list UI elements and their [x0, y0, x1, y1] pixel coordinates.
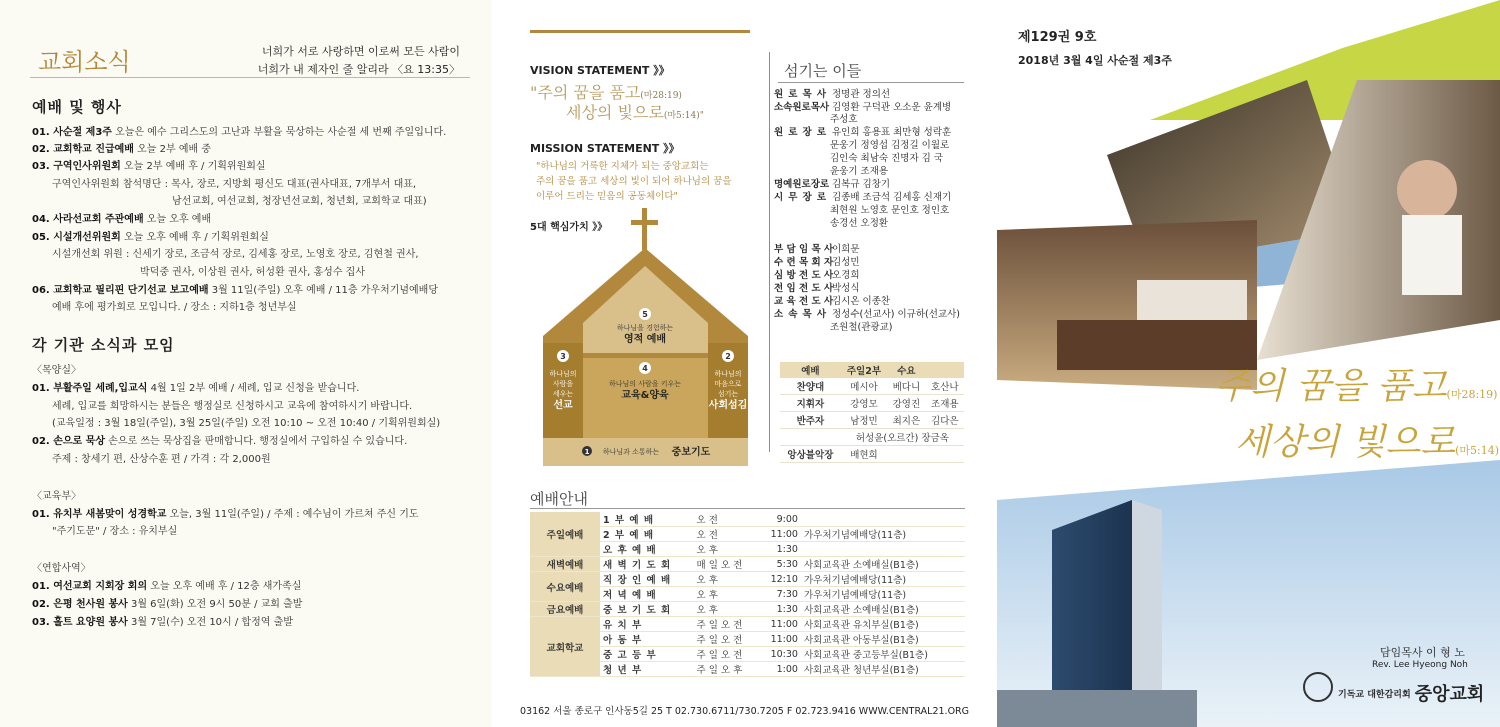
- servant-row: [774, 189, 951, 203]
- news-item-text: 오늘 오후 예배 후 / 12층 새가족실: [147, 581, 302, 592]
- news-item-text: 3월 7일(수) 오전 10시 / 합정역 출발: [127, 617, 293, 628]
- table-header: 주일2부: [841, 362, 887, 378]
- core-value-caption: 세우는: [552, 390, 574, 398]
- worship-duty-table: [780, 362, 964, 463]
- mission-line: "하나님의 거룩한 지체가 되는 중앙교회는: [536, 161, 709, 172]
- table-cell: 사회교육관 아동부실(B1층): [801, 632, 965, 647]
- news-item-text: 3월 6일(화) 오전 9시 50분 / 교회 출발: [127, 599, 303, 610]
- table-cell: [887, 446, 925, 463]
- group-heading: 〈교육부〉: [32, 491, 81, 502]
- news-item-title: 06. 교회학교 필리핀 단기선교 보고예배: [32, 285, 209, 296]
- church-news-title: 교회소식: [38, 48, 131, 76]
- table-cell: 오 전: [694, 512, 759, 527]
- servants-title: 섬기는 이들: [784, 62, 862, 80]
- table-cell: 12:10: [759, 572, 801, 587]
- senior-pastor-name-en: Rev. Lee Hyeong Noh: [1372, 660, 1468, 670]
- core-value-name: 사회섬김: [708, 400, 748, 411]
- news-item-title: 01. 부활주일 세례,입교식: [32, 383, 148, 394]
- table-cell: 2 부 예 배: [600, 527, 694, 542]
- table-cell: 지휘자: [780, 395, 841, 412]
- table-cell: 아 동 부: [600, 632, 694, 647]
- cover-theme-line1: [1215, 358, 1497, 409]
- news-item: [32, 613, 293, 628]
- table-cell: 청 년 부: [600, 662, 694, 677]
- news-item-text: 오늘 오후 예배: [143, 214, 212, 225]
- table-cell: 1:30: [759, 542, 801, 557]
- table-cell: [926, 446, 964, 463]
- servant-names: 김종배 조금석 김세홍 신재기: [832, 192, 952, 203]
- core-value-caption: 섬기는: [717, 390, 739, 398]
- table-cell: 직 장 인 예 배: [600, 572, 694, 587]
- table-cell: 11:00: [759, 527, 801, 542]
- senior-pastor-name: 담임목사 이 형 노: [1380, 646, 1465, 659]
- news-item: [32, 140, 211, 155]
- servant-names: 김시온 이종찬: [832, 296, 891, 307]
- table-cell: 오 후: [694, 572, 759, 587]
- news-item-text: 3월 11일(주일) 오후 예배 / 11층 가우처기념예배당: [208, 285, 439, 296]
- mission-line: 이루어 드리는 믿음의 공동체이다": [536, 191, 678, 202]
- table-cell: 사회교육관 소예배실(B1층): [801, 602, 965, 617]
- servant-role: 원 로 장 로: [774, 127, 826, 138]
- news-item: [32, 379, 359, 394]
- servant-row: [774, 99, 951, 113]
- table-cell: 10:30: [759, 647, 801, 662]
- news-item-detail: 남선교회, 여선교회, 청장년선교회, 청년회, 교회학교 대표): [172, 196, 427, 207]
- table-cell: 7:30: [759, 587, 801, 602]
- table-cell: 1:30: [759, 602, 801, 617]
- news-item: [32, 432, 407, 447]
- table-cell: 교회학교: [530, 617, 600, 677]
- core-values-label: 5대 핵심가치 》》: [530, 222, 608, 233]
- table-row: [530, 572, 965, 587]
- servant-role: 소 속 목 사: [774, 309, 826, 320]
- table-cell: 조재용: [926, 395, 964, 412]
- servant-role: 심 방 전 도 사: [774, 270, 834, 281]
- news-item-text: 오늘 오후 예배 후 / 기획위원회실: [120, 232, 269, 243]
- servants-divider: [778, 82, 964, 83]
- table-cell: 반주자: [780, 412, 841, 429]
- column-divider: [769, 52, 770, 452]
- table-cell: 1:00: [759, 662, 801, 677]
- servant-names: 정명관 정의선: [832, 89, 891, 100]
- mission-label: MISSION STATEMENT 》》: [530, 142, 680, 155]
- core-value-caption: 하나님의 사람을 키우는: [608, 380, 682, 388]
- table-row: [530, 512, 965, 527]
- servant-role: 교 육 전 도 사: [774, 296, 834, 307]
- servant-row: [774, 176, 890, 190]
- servant-names: 최현원 노영호 문인호 정인호: [830, 205, 950, 216]
- table-cell: [780, 429, 841, 446]
- table-row: [780, 429, 964, 446]
- news-item-title: 01. 유치부 새봄맞이 성경학교: [32, 509, 167, 520]
- table-cell: 9:00: [759, 512, 801, 527]
- core-value-number: 2: [725, 352, 731, 361]
- gold-divider: [530, 30, 750, 33]
- servant-row: [774, 254, 860, 268]
- servant-names: 조원철(관광교): [830, 322, 893, 333]
- cover-theme-line2: [1235, 414, 1499, 465]
- core-value-name: 중보기도: [671, 447, 711, 458]
- table-cell: 1 부 예 배: [600, 512, 694, 527]
- vision-label: VISION STATEMENT 》》: [530, 64, 670, 77]
- news-item-title: 03. 홀트 요양원 봉사: [32, 617, 128, 628]
- servant-role: 명예원로장로: [774, 179, 830, 190]
- table-cell: 사회교육관 중고등부실(B1층): [801, 647, 965, 662]
- table-cell: 저 녁 예 배: [600, 587, 694, 602]
- servant-names: 김인숙 최남숙 진명자 김 국: [830, 153, 944, 164]
- table-row: [530, 557, 965, 572]
- news-item-detail: 세례, 입교를 희망하시는 분들은 행정실로 신청하시고 교육에 참여하시기 바랍니다.: [52, 401, 413, 412]
- news-item: [32, 228, 269, 243]
- table-cell: 메시아: [841, 378, 887, 395]
- section-worship-events: 예배 및 행사: [32, 98, 122, 116]
- core-value-number: 3: [560, 352, 566, 361]
- table-cell: 사회교육관 소예배실(B1층): [801, 557, 965, 572]
- news-item-title: 02. 은평 천사원 봉사: [32, 599, 128, 610]
- core-value-caption: 하나님의: [714, 370, 742, 378]
- footer-contact: 03162 서울 종로구 인사동5길 25 T 02.730.6711/730.7205 F 02.723.9416 WWW.CENTRAL21.ORG: [520, 706, 970, 717]
- section-organization-news: 각 기관 소식과 모임: [32, 336, 175, 354]
- table-cell: 강영진: [887, 395, 925, 412]
- servant-names: 유인희 홍용표 최만형 성락훈: [832, 127, 952, 138]
- issue-date: 2018년 3월 4일 사순절 제3주: [1018, 54, 1172, 67]
- core-values-church-diagram: [543, 208, 748, 468]
- news-item-text: 4월 1일 2부 예배 / 세례, 입교 신청을 받습니다.: [147, 383, 360, 394]
- servant-names: 주성호: [830, 114, 858, 125]
- table-cell: 남정민: [841, 412, 887, 429]
- table-cell: 주 일 오 전: [694, 647, 759, 662]
- table-cell: 강영모: [841, 395, 887, 412]
- core-value-caption: 마음으로: [714, 380, 742, 388]
- servant-role: 부 담 임 목 사: [774, 244, 834, 255]
- table-cell: 유 치 부: [600, 617, 694, 632]
- news-item: [32, 505, 419, 520]
- church-name-text: 중앙교회: [1414, 684, 1485, 705]
- news-item-title: 02. 교회학교 진급예배: [32, 144, 134, 155]
- news-item-title: 01. 사순절 제3주: [32, 127, 112, 138]
- table-cell: 주 일 오 전: [694, 617, 759, 632]
- servant-role: 시 무 장 로: [774, 192, 826, 203]
- servant-row: [774, 306, 960, 320]
- table-row: [780, 395, 964, 412]
- news-item-text: 오늘 2부 예배 후 / 기획위원회실: [120, 161, 266, 172]
- news-item: [32, 281, 438, 296]
- servant-names: 정성수(선교사) 이규하(선교사): [832, 309, 960, 320]
- servant-role: 소속원로목사: [774, 102, 830, 113]
- church-logo-icon: [1303, 672, 1333, 702]
- table-cell: 주 일 오 후: [694, 662, 759, 677]
- news-item: [32, 157, 266, 172]
- core-value-number: 4: [642, 364, 648, 373]
- theme-ref: (마28:19): [1446, 388, 1498, 401]
- table-cell: 중 보 기 도 회: [600, 602, 694, 617]
- news-item-detail: 시설개선회 위원 : 신세기 장로, 조금석 장로, 김세홍 장로, 노영호 장로, 김현철 권사,: [52, 249, 419, 260]
- core-value-caption: 하나님과 소통하는: [602, 448, 660, 456]
- table-cell: 11:00: [759, 617, 801, 632]
- news-item-detail: 예배 후에 평가회로 모입니다. / 장소 : 지하1층 청년부실: [52, 302, 297, 313]
- table-row: [780, 412, 964, 429]
- news-item-detail: 구역인사위원회 참석명단 : 목사, 장로, 지방회 평신도 대표(권사대표, 7개부서 대표,: [52, 179, 417, 190]
- table-cell: 가우처기념예배당(11층): [801, 587, 965, 602]
- servant-role: 수 련 목 회 자: [774, 257, 834, 268]
- core-value-name: 선교: [553, 400, 573, 411]
- servant-role: 전 임 전 도 사: [774, 283, 834, 294]
- table-cell: 김다은: [926, 412, 964, 429]
- vision-text: 세상의 빛으로: [566, 103, 664, 122]
- servant-names: 김영환 구덕관 오소운 윤계병: [832, 102, 952, 113]
- table-cell: 가우처기념예배당(11층): [801, 572, 965, 587]
- church-news-header: [30, 40, 470, 78]
- news-item: [32, 210, 211, 225]
- table-cell: 가우처기념예배당(11층): [801, 527, 965, 542]
- table-row: [780, 378, 964, 395]
- table-cell: 베다니: [887, 378, 925, 395]
- table-header: [926, 362, 964, 378]
- core-value-name: 교육&양육: [621, 390, 669, 401]
- church-denomination: 기독교 대한감리회: [1338, 690, 1411, 700]
- news-item-text: 오늘 2부 예배 중: [133, 144, 212, 155]
- table-cell: 배현희: [841, 446, 887, 463]
- servant-row: [774, 124, 951, 138]
- servant-names: 송경선 오정환: [830, 218, 889, 229]
- table-cell: 11:00: [759, 632, 801, 647]
- table-cell: 새 벽 기 도 회: [600, 557, 694, 572]
- table-row: [530, 617, 965, 632]
- table-cell: 사회교육관 유치부실(B1층): [801, 617, 965, 632]
- table-cell: 주 일 오 전: [694, 632, 759, 647]
- news-item-title: 04. 사라선교회 주관예배: [32, 214, 144, 225]
- table-cell: 호산나: [926, 378, 964, 395]
- theme-text: 세상의 빛으로: [1235, 422, 1456, 463]
- group-heading: 〈목양실〉: [32, 365, 81, 376]
- table-cell: 금요예배: [530, 602, 600, 617]
- theme-ref: (마5:14): [1455, 444, 1500, 457]
- servant-role: 원 로 목 사: [774, 89, 826, 100]
- table-cell: 오 전: [694, 527, 759, 542]
- news-item-title: 01. 여선교회 지회장 회의: [32, 581, 148, 592]
- servant-row: [774, 86, 890, 100]
- table-header-row: [780, 362, 964, 378]
- table-cell: 중 고 등 부: [600, 647, 694, 662]
- table-cell: 수요예배: [530, 572, 600, 602]
- servant-names: 박성식: [832, 283, 860, 294]
- table-header: 수요: [887, 362, 925, 378]
- news-item-detail: (교육일정 : 3월 18일(주일), 3월 25일(주일) 오전 10:10 ~ 오전 10:40 / 기획위원회실): [52, 418, 441, 429]
- vision-ref: (마5:14)": [663, 111, 704, 121]
- table-cell: 앙상블악장: [780, 446, 841, 463]
- table-cell: 주일예배: [530, 512, 600, 557]
- news-item-detail: "주기도문" / 장소 : 유치부실: [52, 526, 178, 537]
- vision-quote-line2: [566, 100, 704, 123]
- core-value-name: 영적 예배: [623, 334, 667, 345]
- servant-row: [774, 267, 860, 281]
- table-cell: 오 후 예 배: [600, 542, 694, 557]
- core-value-caption: 하나님의: [549, 370, 577, 378]
- vision-ref: (마28:19): [640, 91, 682, 101]
- servant-names: 문웅기 정영섭 김정길 이월로: [830, 140, 950, 151]
- table-cell: 5:30: [759, 557, 801, 572]
- news-item-detail: 주제 : 창세기 편, 산상수훈 편 / 가격 : 각 2,000원: [52, 454, 271, 465]
- church-name: [1338, 680, 1484, 706]
- core-value-caption: 하나님을 경험하는: [616, 324, 674, 332]
- news-item-text: 오늘은 예수 그리스도의 고난과 부활을 묵상하는 사순절 세 번째 주일입니다.: [111, 127, 447, 138]
- news-item-text: 오늘, 3월 11일(주일) / 주제 : 예수님이 가르쳐 주신 기도: [166, 509, 419, 520]
- table-cell: 허성윤(오르간) 장금옥: [841, 429, 964, 446]
- table-cell: 사회교육관 청년부실(B1층): [801, 662, 965, 677]
- table-header: 예배: [780, 362, 841, 378]
- bible-verse-line1: 너희가 서로 사랑하면 이로써 모든 사람이: [261, 45, 460, 58]
- table-row: [530, 602, 965, 617]
- vision-text: "주의 꿈을 품고: [530, 83, 641, 102]
- mission-line: 주의 꿈을 품고 세상의 빛이 되어 하나님의 꿈을: [536, 176, 732, 187]
- worship-guide-title: 예배안내: [530, 490, 588, 508]
- table-row: [780, 446, 964, 463]
- news-item: [32, 123, 446, 138]
- servant-names: 김복규 김창기: [832, 179, 891, 190]
- table-cell: 찬양대: [780, 378, 841, 395]
- table-cell: 매 일 오 전: [694, 557, 759, 572]
- news-item: [32, 577, 301, 592]
- table-cell: 오 후: [694, 542, 759, 557]
- table-cell: [801, 542, 965, 557]
- news-item-title: 05. 시설개선위원회: [32, 232, 121, 243]
- worship-guide-divider: [530, 508, 965, 509]
- group-heading: 〈연합사역〉: [32, 563, 91, 574]
- bible-verse-line2: 너희가 내 제자인 줄 알리라 〈요 13:35〉: [257, 63, 460, 76]
- news-item-title: 02. 손으로 묵상: [32, 436, 105, 447]
- news-item-title: 03. 구역인사위원회: [32, 161, 121, 172]
- theme-text: 주의 꿈을 품고: [1215, 366, 1447, 407]
- worship-schedule-table: [530, 512, 965, 677]
- news-item: [32, 595, 302, 610]
- table-cell: [801, 512, 965, 527]
- servant-row: [774, 241, 860, 255]
- table-cell: 새벽예배: [530, 557, 600, 572]
- news-item-text: 손으로 쓰는 묵상집을 판매합니다. 행정실에서 구입하실 수 있습니다.: [104, 436, 408, 447]
- table-cell: 최지은: [887, 412, 925, 429]
- table-cell: 오 후: [694, 602, 759, 617]
- table-cell: 오 후: [694, 587, 759, 602]
- news-item-detail: 박덕중 권사, 이상원 권사, 허성환 권사, 홍성수 집사: [140, 267, 365, 278]
- core-value-number: 1: [584, 448, 590, 456]
- core-value-caption: 사람을: [552, 380, 574, 388]
- servant-names: 오경희: [832, 270, 860, 281]
- core-value-number: 5: [642, 310, 648, 319]
- servant-names: 이희문: [832, 244, 860, 255]
- servant-row: [774, 293, 890, 307]
- volume-number: 제129권 9호: [1018, 30, 1097, 45]
- servant-names: 윤웅기 조재용: [830, 166, 889, 177]
- servant-row: [774, 280, 860, 294]
- servant-names: 김성민: [832, 257, 860, 268]
